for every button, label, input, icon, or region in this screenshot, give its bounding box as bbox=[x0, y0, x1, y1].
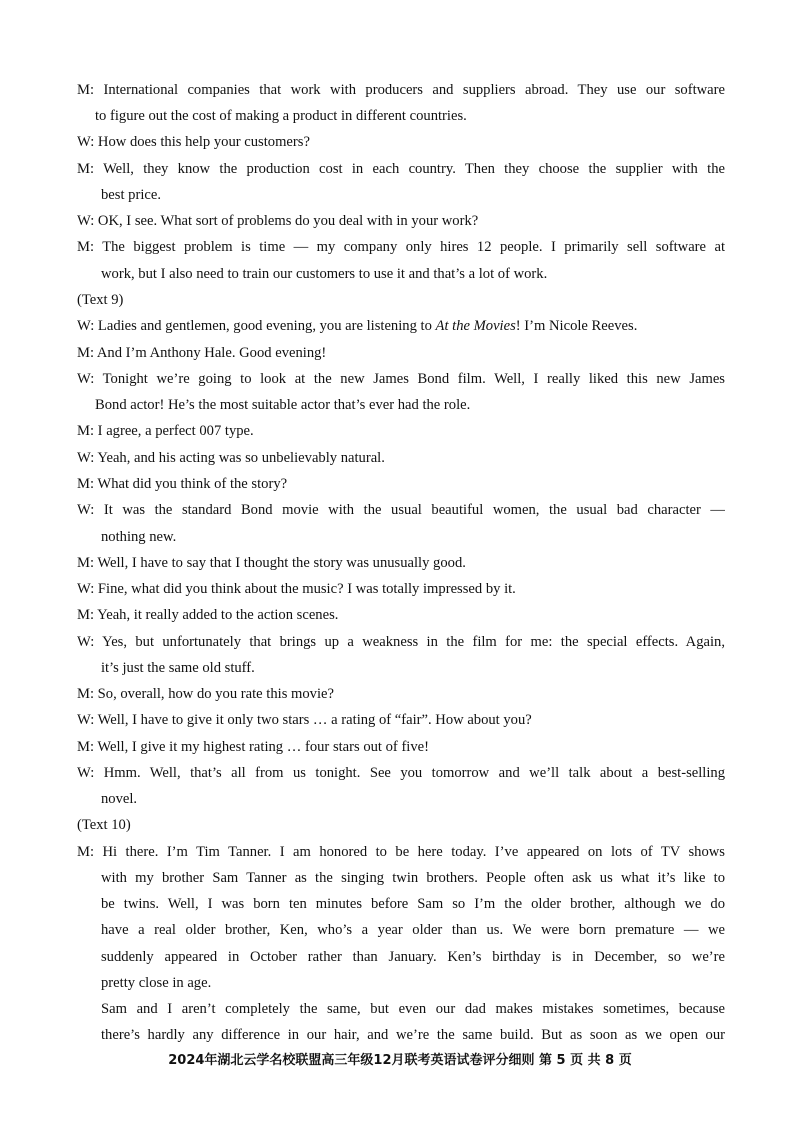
transcript-line: W: Ladies and gentlemen, good evening, you are listening to At the Movies! I’m Nicole Reeves. bbox=[77, 318, 638, 334]
transcript-line: have a real older brother, Ken, who’s a year older than us. We were born premature — we bbox=[101, 922, 725, 938]
transcript-line: nothing new. bbox=[101, 529, 177, 545]
transcript-line: W: It was the standard Bond movie with the usual beautiful women, the usual bad character — bbox=[77, 502, 725, 518]
transcript-line: W: Yes, but unfortunately that brings up a weakness in the film for me: the special effects. Again, bbox=[77, 634, 725, 650]
transcript-line: to figure out the cost of making a product in different countries. bbox=[95, 108, 467, 124]
transcript-line: M: And I’m Anthony Hale. Good evening! bbox=[77, 345, 327, 361]
transcript-line: M: I agree, a perfect 007 type. bbox=[77, 423, 254, 439]
transcript-line: best price. bbox=[101, 187, 161, 203]
section-label-text-10: (Text 10) bbox=[77, 817, 131, 833]
transcript-line: M: So, overall, how do you rate this movie? bbox=[77, 686, 334, 702]
transcript-line: Bond actor! He’s the most suitable actor that’s ever had the role. bbox=[95, 397, 471, 413]
transcript-line: M: What did you think of the story? bbox=[77, 476, 288, 492]
show-title: At the Movies bbox=[435, 318, 516, 334]
section-label-text-9: (Text 9) bbox=[77, 292, 124, 308]
transcript-line: W: Hmm. Well, that’s all from us tonight. See you tomorrow and we’ll talk about a best-selling bbox=[77, 765, 725, 781]
transcript-line: W: Well, I have to give it only two stars … a rating of “fair”. How about you? bbox=[77, 712, 532, 728]
transcript-line: W: Yeah, and his acting was so unbelievably natural. bbox=[77, 450, 385, 466]
transcript-line: Sam and I aren’t completely the same, but even our dad makes mistakes sometimes, because bbox=[101, 1001, 725, 1017]
transcript-line: work, but I also need to train our customers to use it and that’s a lot of work. bbox=[101, 266, 548, 282]
transcript-line: pretty close in age. bbox=[101, 975, 212, 991]
transcript-line: it’s just the same old stuff. bbox=[101, 660, 255, 676]
transcript-line: with my brother Sam Tanner as the singing twin brothers. People often ask us what it’s like to bbox=[101, 870, 725, 886]
transcript-line: M: Well, I give it my highest rating … four stars out of five! bbox=[77, 739, 429, 755]
transcript-line: W: Tonight we’re going to look at the new James Bond film. Well, I really liked this new James bbox=[77, 371, 725, 387]
transcript-line: W: How does this help your customers? bbox=[77, 134, 310, 150]
transcript-line: M: Well, they know the production cost in each country. Then they choose the supplier with the bbox=[77, 161, 725, 177]
transcript-line: M: Yeah, it really added to the action scenes. bbox=[77, 607, 339, 623]
transcript-line: M: Well, I have to say that I thought the story was unusually good. bbox=[77, 555, 466, 571]
transcript-line: W: OK, I see. What sort of problems do you deal with in your work? bbox=[77, 213, 479, 229]
transcript-line: M: International companies that work with producers and suppliers abroad. They use our software bbox=[77, 82, 725, 98]
transcript-line: novel. bbox=[101, 791, 138, 807]
transcript-line: W: Fine, what did you think about the music? I was totally impressed by it. bbox=[77, 581, 516, 597]
transcript-line: be twins. Well, I was born ten minutes before Sam so I’m the older brother, although we do bbox=[101, 896, 725, 912]
page-footer: 2024年湖北云学名校联盟高三年级12月联考英语试卷评分细则 第 5 页 共 8 页 bbox=[168, 1053, 632, 1068]
transcript-line: suddenly appeared in October rather than January. Ken’s birthday is in December, so we’re bbox=[101, 949, 725, 965]
transcript-line: there’s hardly any difference in our hair, and we’re the same build. But as soon as we open our bbox=[101, 1027, 725, 1043]
transcript-line: M: Hi there. I’m Tim Tanner. I am honored to be here today. I’ve appeared on lots of TV shows bbox=[77, 844, 725, 860]
transcript-line: M: The biggest problem is time — my company only hires 12 people. I primarily sell software at bbox=[77, 239, 725, 255]
